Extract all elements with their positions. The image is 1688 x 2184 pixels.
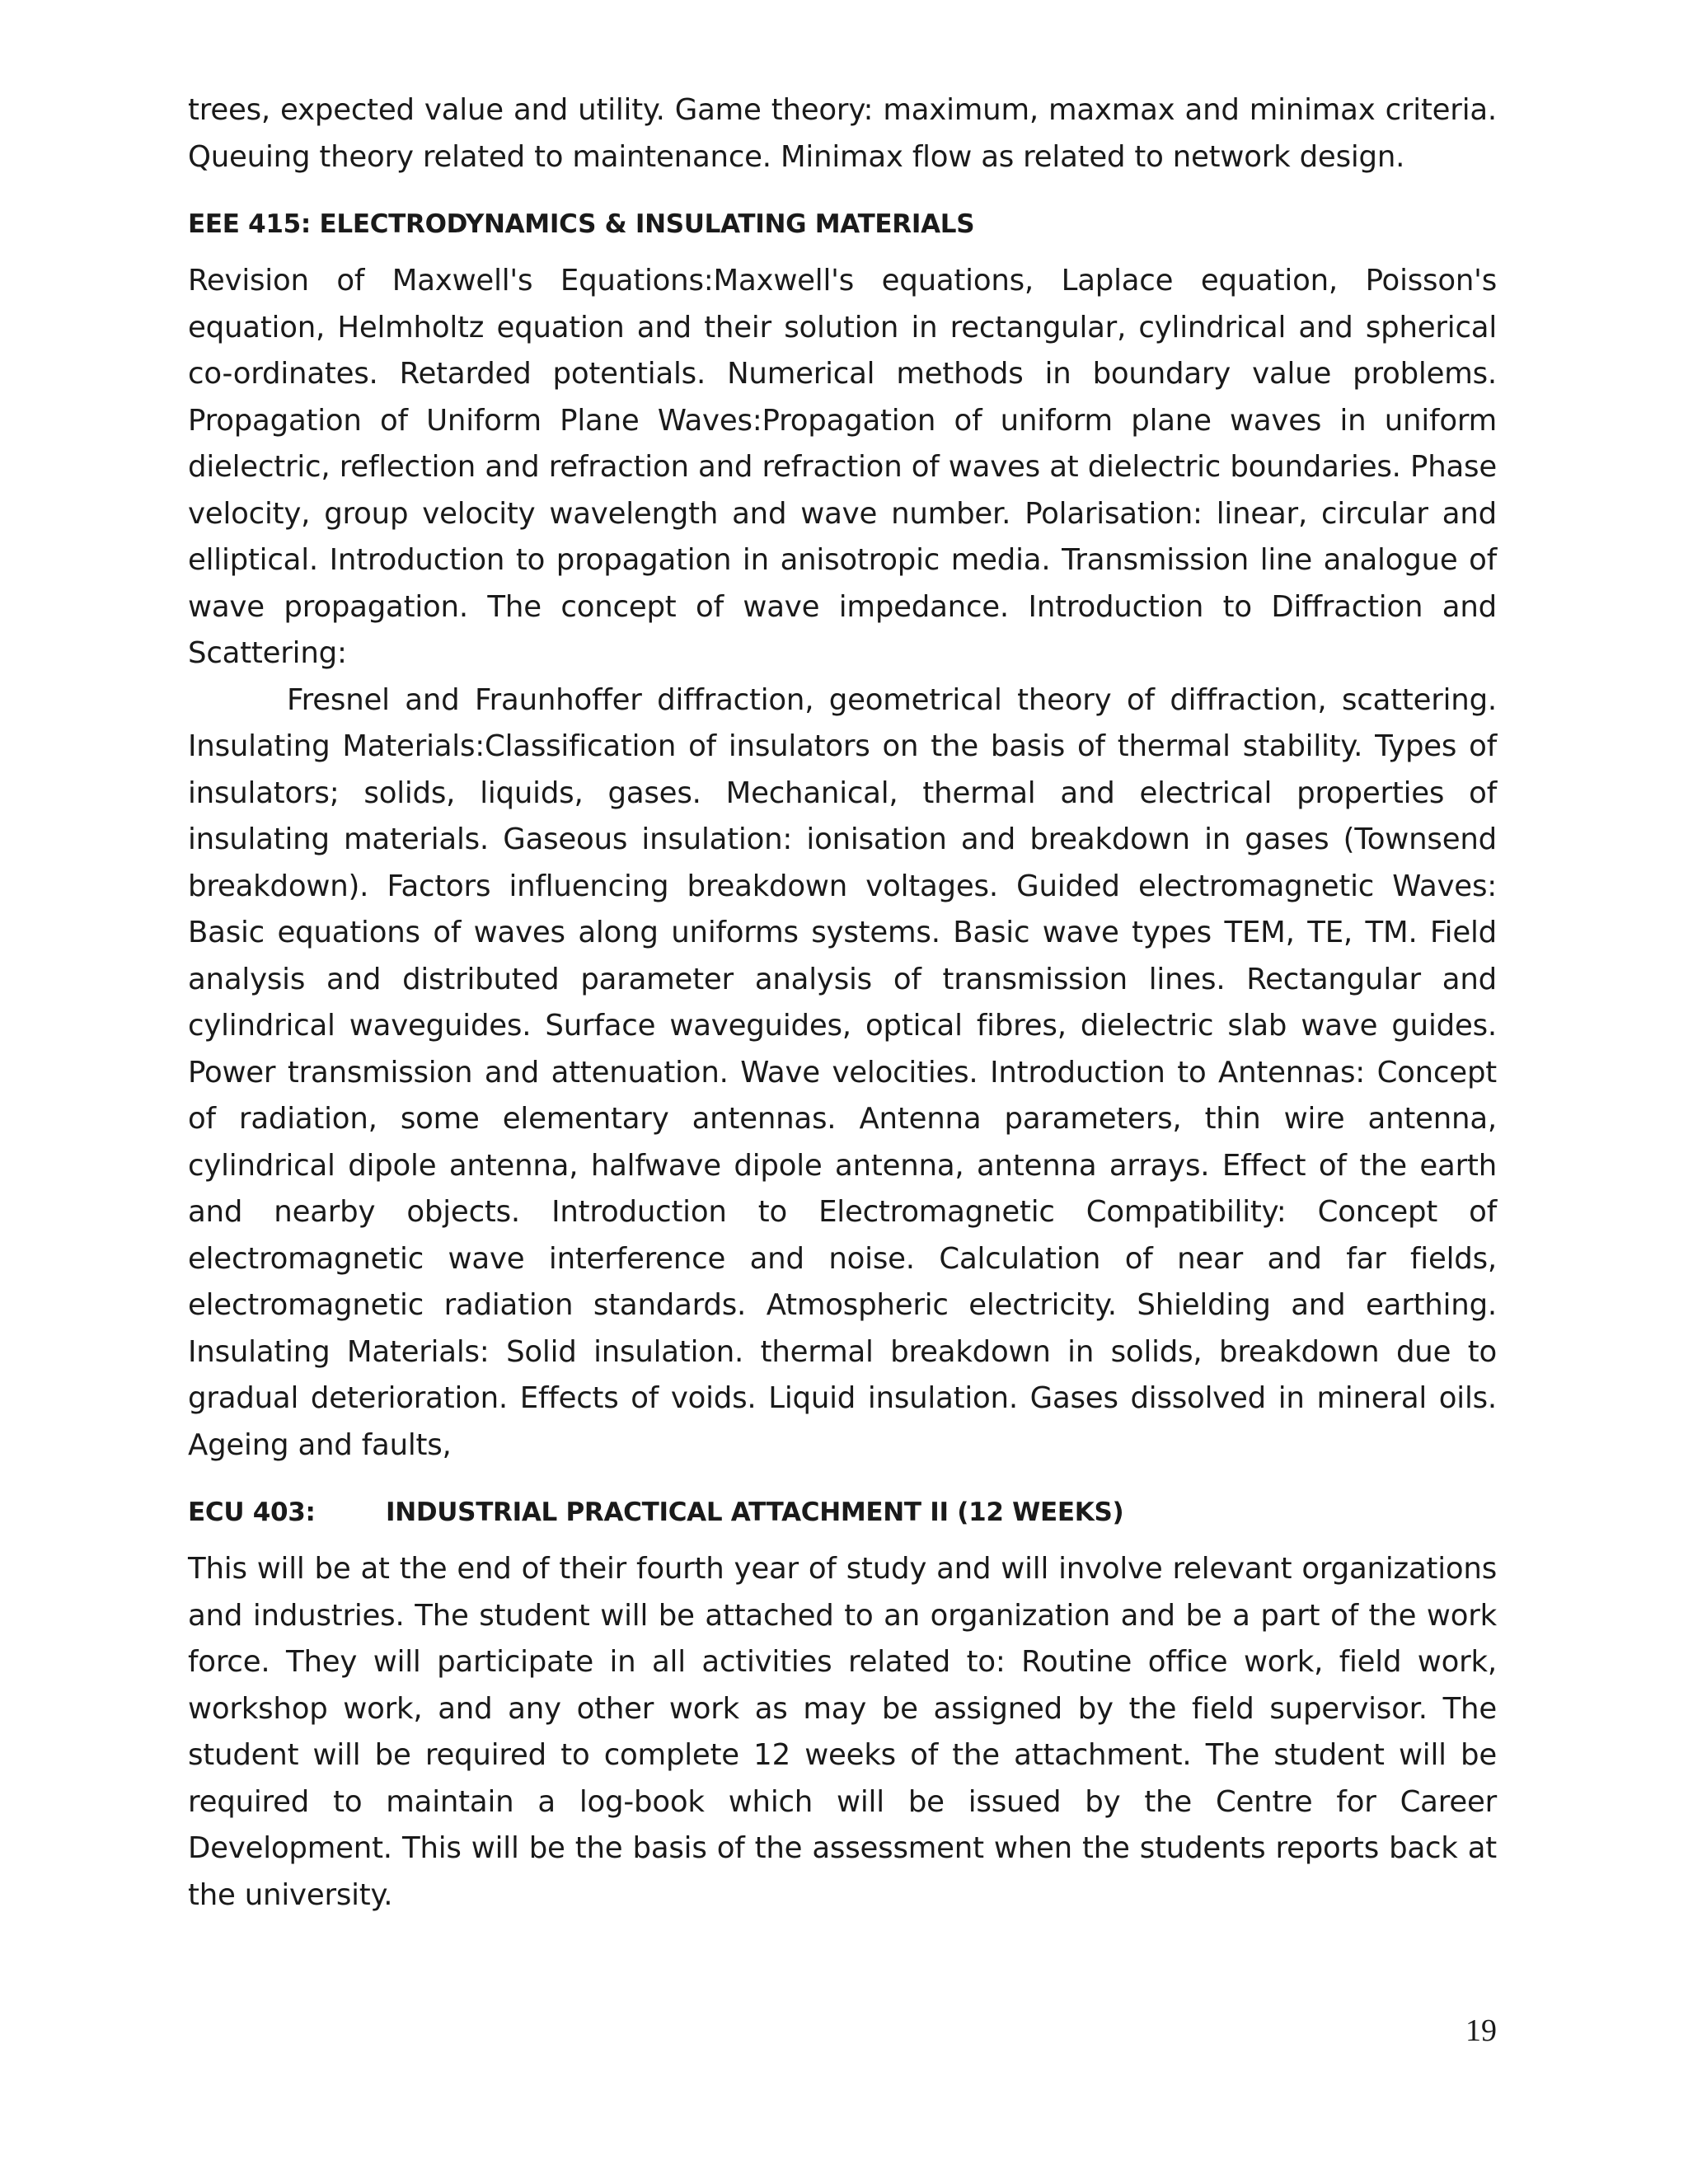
section-heading-eee415: EEE 415: ELECTRODYNAMICS & INSULATING MATERIALS xyxy=(188,209,975,239)
section-heading-ecu403 xyxy=(188,1493,1497,1531)
course-code: ECU 403: xyxy=(188,1497,316,1527)
eee415-paragraph-part2-text: Fresnel and Fraunhoffer diffraction, geometrical theory of diffraction, scattering. Insulating Materials:Classification of insulators on the basis of thermal stability. Types of insulators; solids, liquids, gases. Mechanical, thermal and electrical properties of insulating materials. Gaseous insulation: ionisation and breakdown in gases (Townsend breakdown). Factors influencing breakdown voltages. Guided electromagnetic Waves: Basic equations of waves along uniforms systems. Basic wave types TEM, TE, TM. Field analysis and distributed parameter analysis of transmission lines. Rectangular and cylindrical waveguides. Surface waveguides, optical fibres, dielectric slab wave guides. Power transmission and attenuation. Wave velocities. Introduction to Antennas: Concept of radiation, some elementary antennas. Antenna parameters, thin wire antenna, cylindrical dipole antenna, halfwave dipole antenna, antenna arrays. Effect of the earth and nearby objects. Introduction to Electromagnetic Compatibility: Concept of electromagnetic wave interference and noise. Calculation of near and far fields, electromagnetic radiation standards. Atmospheric electricity. Shielding and earthing. Insulating Materials: Solid insulation. thermal breakdown in solids, breakdown due to gradual deterioration. Effects of voids. Liquid insulation. Gases dissolved in mineral oils. Ageing and faults, xyxy=(188,682,1497,1462)
spacer xyxy=(188,243,1497,258)
ecu403-paragraph: This will be at the end of their fourth year of study and will involve relevant organizations and industries. The student will be attached to an organization and be a part of the work force. They will participate in all activities related to: Routine office work, field work, workshop work, and any other work as may be assigned by the field supervisor. The student will be required to complete 12 weeks of the attachment. The student will be required to maintain a log-book which will be issued by the Centre for Career Development. This will be the basis of the assessment when the students reports back at the university. xyxy=(188,1552,1497,1912)
spacer xyxy=(188,180,1497,205)
eee415-paragraph-part1: Revision of Maxwell's Equations:Maxwell's equations, Laplace equation, Poisson's equation, Helmholtz equation and their solution in rectangular, cylindrical and spherical co-ordinates. Retarded potentials. Numerical methods in boundary value problems. Propagation of Uniform Plane Waves:Propagation of uniform plane waves in uniform dielectric, reflection and refraction and refraction of waves at dielectric boundaries. Phase velocity, group velocity wavelength and wave number. Polarisation: linear, circular and elliptical. Introduction to propagation in anisotropic media. Transmission line analogue of wave propagation. The concept of wave impedance. Introduction to Diffraction and Scattering: xyxy=(188,264,1497,670)
course-title: INDUSTRIAL PRACTICAL ATTACHMENT II (12 WEEKS) xyxy=(386,1497,1124,1527)
intro-paragraph: trees, expected value and utility. Game theory: maximum, maxmax and minimax criteria. Queuing theory related to maintenance. Minimax flow as related to network design. xyxy=(188,93,1497,174)
spacer xyxy=(188,1469,1497,1493)
page-number: 19 xyxy=(1465,2013,1497,2048)
spacer xyxy=(188,1531,1497,1546)
page-content xyxy=(188,87,1497,1919)
eee415-paragraph-part2 xyxy=(188,677,1497,1469)
